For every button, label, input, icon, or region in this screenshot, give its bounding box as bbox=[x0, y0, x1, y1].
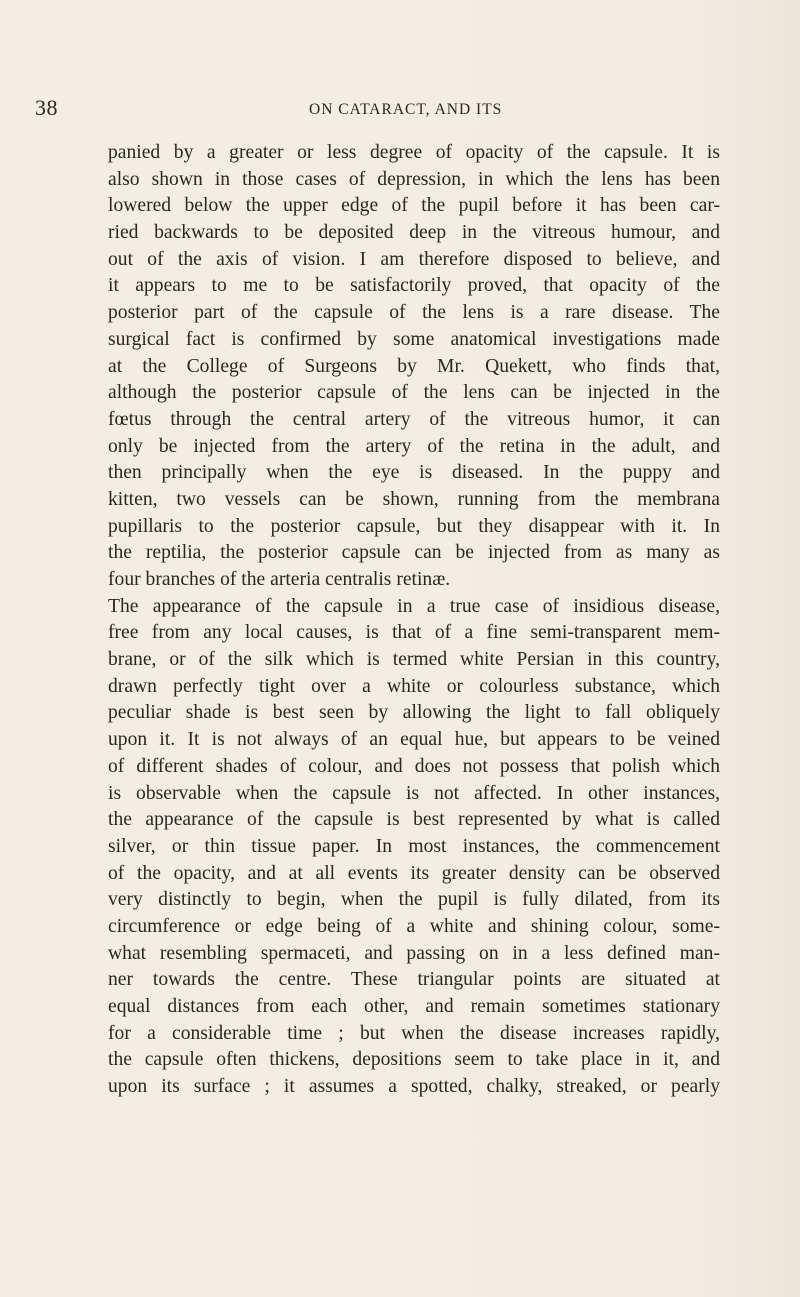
text-line: the reptilia, the posterior capsule can be injected from as many as bbox=[108, 542, 720, 564]
text-line: free from any local causes, is that of a fine semi-transparent mem- bbox=[108, 622, 720, 644]
text-line: also shown in those cases of depression, in which the lens has been bbox=[108, 168, 720, 190]
text-line: it appears to me to be satisfactorily proved, that opacity of the bbox=[108, 275, 720, 297]
text-line: posterior part of the capsule of the lens is a rare disease. The bbox=[108, 302, 720, 324]
text-line: surgical fact is confirmed by some anatomical investigations made bbox=[108, 328, 720, 350]
text-line: ner towards the centre. These triangular points are situated at bbox=[108, 969, 720, 991]
text-line: what resembling spermaceti, and passing on in a less defined man- bbox=[108, 942, 720, 964]
text-line: the capsule often thickens, depositions seem to take place in it, and bbox=[108, 1049, 720, 1071]
text-line: for a considerable time ; but when the disease increases rapidly, bbox=[108, 1022, 720, 1044]
text-line: fœtus through the central artery of the vitreous humor, it can bbox=[108, 408, 720, 430]
text-line: is observable when the capsule is not affected. In other instances, bbox=[108, 782, 720, 804]
running-head: ON CATARACT, AND ITS bbox=[309, 101, 503, 118]
body-text bbox=[108, 140, 720, 1101]
text-line: equal distances from each other, and remain sometimes stationary bbox=[108, 996, 720, 1017]
text-line: brane, or of the silk which is termed white Persian in this country, bbox=[108, 649, 720, 671]
text-line: although the posterior capsule of the lens can be injected in the bbox=[108, 382, 720, 404]
text-line: peculiar shade is best seen by allowing the light to fall obliquely bbox=[108, 702, 720, 724]
text-line: of different shades of colour, and does not possess that polish which bbox=[108, 755, 720, 777]
text-line-paragraph-start: The appearance of the capsule in a true case of insidious disease, bbox=[108, 595, 720, 617]
text-line: at the College of Surgeons by Mr. Quekett, who finds that, bbox=[108, 355, 720, 377]
page-number: 38 bbox=[35, 95, 58, 120]
text-line: upon its surface ; it assumes a spotted, chalky, streaked, or pearly bbox=[108, 1076, 720, 1098]
text-line-paragraph-end: four branches of the arteria centralis retinæ. bbox=[108, 569, 451, 590]
text-line: kitten, two vessels can be shown, running from the membrana bbox=[108, 488, 720, 510]
text-line: panied by a greater or less degree of opacity of the capsule. It is bbox=[108, 142, 720, 163]
text-line: pupillaris to the posterior capsule, but they disappear with it. In bbox=[108, 515, 720, 537]
text-line: silver, or thin tissue paper. In most instances, the commencement bbox=[108, 835, 720, 857]
text-line: only be injected from the artery of the retina in the adult, and bbox=[108, 435, 720, 457]
text-line: lowered below the upper edge of the pupil before it has been car- bbox=[108, 195, 720, 217]
text-line: the appearance of the capsule is best represented by what is called bbox=[108, 809, 720, 831]
text-line: drawn perfectly tight over a white or colourless substance, which bbox=[108, 675, 720, 697]
text-line: then principally when the eye is diseased. In the puppy and bbox=[108, 462, 720, 484]
text-line: out of the axis of vision. I am therefore disposed to believe, and bbox=[108, 248, 720, 270]
text-line: circumference or edge being of a white and shining colour, some- bbox=[108, 915, 720, 937]
text-line: upon it. It is not always of an equal hue, but appears to be veined bbox=[108, 729, 720, 751]
text-line: very distinctly to begin, when the pupil is fully dilated, from its bbox=[108, 889, 720, 911]
text-line: of the opacity, and at all events its greater density can be observed bbox=[108, 862, 720, 884]
text-line: ried backwards to be deposited deep in the vitreous humour, and bbox=[108, 222, 720, 244]
